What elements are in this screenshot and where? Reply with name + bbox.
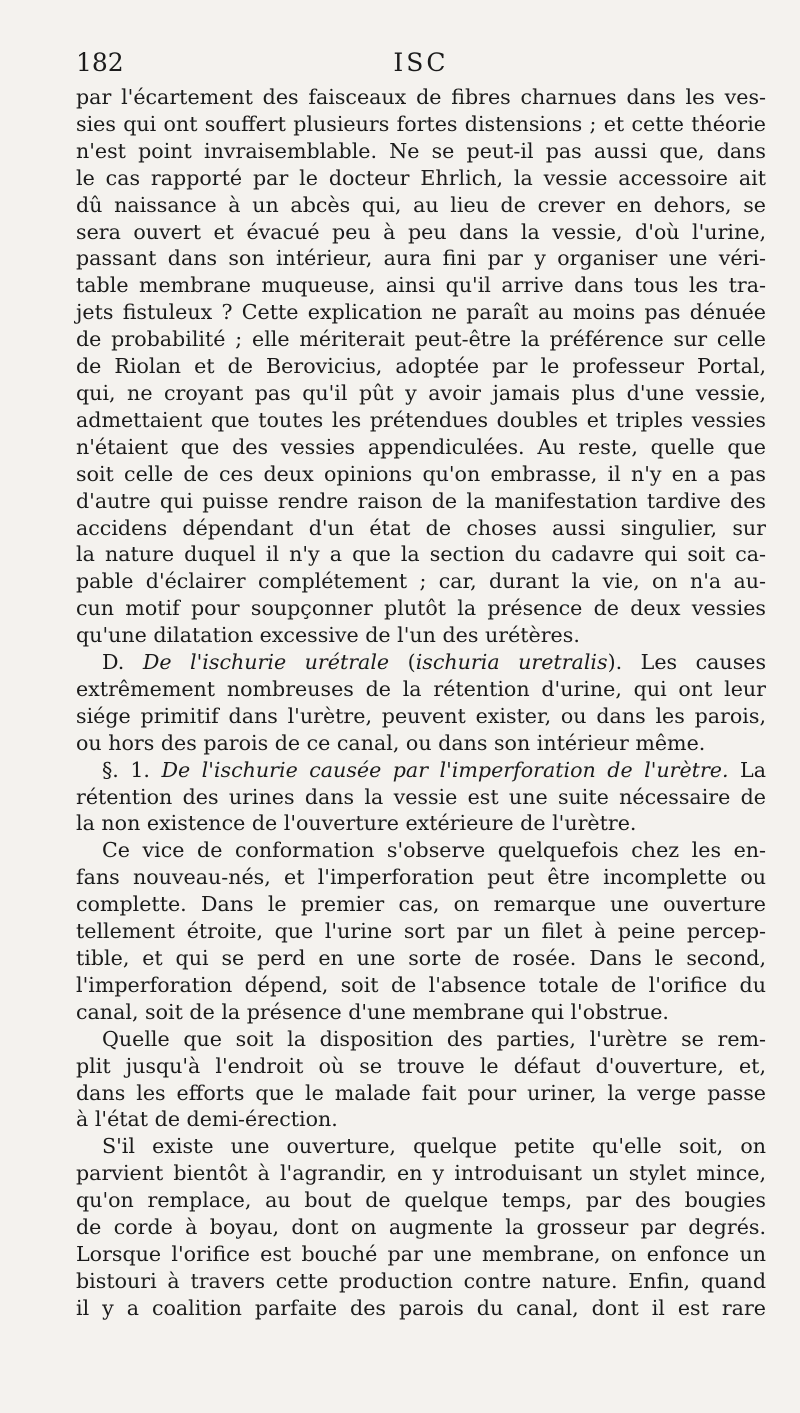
text-line: le cas rapporté par le docteur Ehrlich, la vessie accessoire ait bbox=[76, 165, 766, 190]
text-line: la nature duquel il n'y a que la section du cadavre qui soit ca- bbox=[76, 542, 766, 567]
running-head: ISC bbox=[393, 48, 449, 77]
text-line: S'il existe une ouverture, quelque petite qu'elle soit, on bbox=[102, 1134, 766, 1159]
text-line: parvient bientôt à l'agrandir, en y introduisant un stylet mince, bbox=[76, 1161, 766, 1186]
paragraph-4 bbox=[76, 837, 766, 1025]
paragraph-1 bbox=[76, 84, 766, 649]
section-letter: D. bbox=[102, 650, 125, 675]
text-line: de corde à boyau, dont on augmente la grosseur par degrés. bbox=[76, 1215, 766, 1240]
text-line: cun motif pour soupçonner plutôt la présence de deux vessies bbox=[76, 596, 766, 621]
text-line: qui, ne croyant pas qu'il pût y avoir jamais plus d'une vessie, bbox=[76, 380, 766, 405]
text-line: par l'écartement des faisceaux de fibres charnues dans les ves- bbox=[76, 85, 766, 109]
text-line: tible, et qui se perd en une sorte de rosée. Dans le second, bbox=[76, 946, 766, 970]
text-line: ou hors des parois de ce canal, ou dans son intérieur même. bbox=[76, 730, 706, 755]
text-line: fans nouveau-nés, et l'imperforation peut être incomplette ou bbox=[76, 865, 766, 890]
text-line: pable d'éclairer complétement ; car, durant la vie, on n'a au- bbox=[76, 569, 766, 594]
paragraph-5 bbox=[76, 1026, 766, 1134]
text-line: passant dans son intérieur, aura fini par y organiser une véri- bbox=[76, 246, 766, 271]
text-line: Ce vice de conformation s'observe quelquefois chez les en- bbox=[102, 838, 766, 863]
text-line: de Riolan et de Berovicius, adoptée par le professeur Portal, bbox=[76, 354, 766, 379]
section-title: De l'ischurie urétrale bbox=[142, 650, 390, 675]
text-line: soit celle de ces deux opinions qu'on embrasse, il n'y en a pas bbox=[76, 461, 766, 486]
text-line: sera ouvert et évacué peu à peu dans la vessie, d'où l'urine, bbox=[76, 219, 766, 244]
text-line: n'est point invraisemblable. Ne se peut-il pas aussi que, dans bbox=[76, 138, 766, 163]
subsection-heading-line: §. 1. De l'ischurie causée par l'imperforation de l'urètre. La bbox=[102, 757, 767, 782]
subsection-title: De l'ischurie causée par l'imperforation de l'urètre. bbox=[161, 757, 729, 782]
text-line: qu'on remplace, au bout de quelque temps, par des bougies bbox=[76, 1188, 766, 1213]
paragraph-2 bbox=[76, 649, 766, 757]
text-line: Quelle que soit la disposition des parties, l'urètre se rem- bbox=[102, 1026, 766, 1051]
text-line: la non existence de l'ouverture extérieure de l'urètre. bbox=[76, 811, 637, 836]
paragraph-3 bbox=[76, 757, 766, 838]
page-header bbox=[76, 46, 766, 80]
paragraph-6 bbox=[76, 1133, 766, 1321]
subsection-number: §. 1. bbox=[102, 757, 150, 782]
text-line: à l'état de demi-érection. bbox=[76, 1107, 338, 1132]
text-line: qu'une dilatation excessive de l'un des urétères. bbox=[76, 623, 580, 648]
text-line: bistouri à travers cette production contre nature. Enfin, quand bbox=[76, 1268, 766, 1293]
text-line: jets fistuleux ? Cette explication ne paraît au moins pas dénuée bbox=[76, 300, 766, 325]
latin-term: ischuria uretralis bbox=[415, 650, 608, 675]
text-line: canal, soit de la présence d'une membrane qui l'obstrue. bbox=[76, 999, 669, 1024]
text-line: dans les efforts que le malade fait pour uriner, la verge passe bbox=[76, 1080, 766, 1105]
text-line: complette. Dans le premier cas, on remarque une ouverture bbox=[76, 892, 766, 917]
text-line: admettaient que toutes les prétendues doubles et triples vessies bbox=[76, 407, 766, 432]
text-line: n'étaient que des vessies appendiculées. Au reste, quelle que bbox=[76, 434, 766, 459]
section-heading-line: D. De l'ischurie urétrale (ischuria uretralis). Les causes bbox=[102, 650, 767, 675]
body-text bbox=[76, 84, 766, 1322]
text-line: il y a coalition parfaite des parois du canal, dont il est rare bbox=[76, 1295, 766, 1320]
text-line: rétention des urines dans la vessie est une suite nécessaire de bbox=[76, 784, 766, 809]
page-number: 182 bbox=[76, 48, 124, 77]
text-line: Lorsque l'orifice est bouché par une membrane, on enfonce un bbox=[76, 1241, 766, 1266]
text-line: siége primitif dans l'urètre, peuvent exister, ou dans les parois, bbox=[76, 703, 766, 728]
text-line: dû naissance à un abcès qui, au lieu de crever en dehors, se bbox=[76, 192, 766, 217]
text-line: extrêmement nombreuses de la rétention d'urine, qui ont leur bbox=[76, 676, 766, 701]
text-line: accidens dépendant d'un état de choses aussi singulier, sur bbox=[76, 515, 766, 540]
text-line: table membrane muqueuse, ainsi qu'il arrive dans tous les tra- bbox=[76, 273, 766, 298]
text-line: d'autre qui puisse rendre raison de la manifestation tardive des bbox=[76, 488, 766, 513]
text-line: l'imperforation dépend, soit de l'absence totale de l'orifice du bbox=[76, 972, 766, 997]
text-line: plit jusqu'à l'endroit où se trouve le défaut d'ouverture, et, bbox=[76, 1053, 766, 1078]
text-line: de probabilité ; elle mériterait peut-être la préférence sur celle bbox=[76, 327, 766, 352]
text-line: tellement étroite, que l'urine sort par un filet à peine percep- bbox=[76, 919, 766, 944]
text-line: sies qui ont souffert plusieurs fortes distensions ; et cette théorie bbox=[76, 111, 766, 136]
